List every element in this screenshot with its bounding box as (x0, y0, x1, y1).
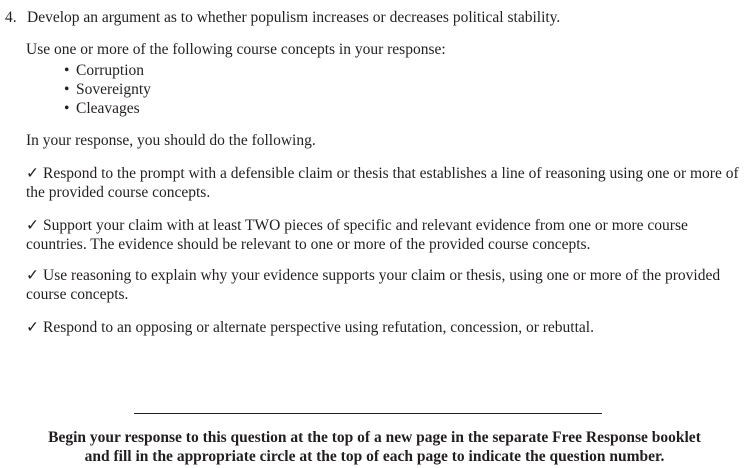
concept-label: Sovereignty (76, 81, 151, 98)
checkmark-icon: ✓ (26, 217, 39, 234)
concepts-instruction: Use one or more of the following course concepts in your response: (26, 41, 446, 58)
response-instructions-footer (0, 428, 749, 466)
checkmark-icon: ✓ (26, 319, 39, 336)
task-text: Support your claim with at least TWO pieces of specific and relevant evidence from one or more course countries. The evidence should be relevant to one or more of the provided course concepts. (26, 217, 688, 253)
footer-line-1: Begin your response to this question at the top of a new page in the separate Free Response booklet (48, 429, 701, 446)
task-item (26, 318, 748, 337)
concept-item (64, 80, 151, 99)
checkmark-icon: ✓ (26, 267, 39, 284)
task-text: Use reasoning to explain why your evidence supports your claim or thesis, using one or more of the provided course concepts. (26, 267, 721, 303)
footer-line-2: and fill in the appropriate circle at the top of each page to indicate the question number. (84, 448, 665, 465)
task-text: Respond to an opposing or alternate perspective using refutation, concession, or rebuttal. (43, 319, 594, 336)
bullet-icon: • (64, 81, 70, 98)
concept-item (64, 99, 151, 118)
concept-label: Corruption (76, 62, 145, 79)
task-item (26, 266, 748, 304)
divider-rule (134, 413, 602, 414)
concept-list (64, 61, 151, 118)
task-item (26, 164, 748, 202)
concept-item (64, 61, 151, 80)
question-prompt: Develop an argument as to whether populism increases or decreases political stability. (27, 9, 561, 26)
lead-in-text: In your response, you should do the following. (26, 132, 316, 149)
checkmark-icon: ✓ (26, 165, 39, 182)
bullet-icon: • (64, 62, 70, 79)
question-number: 4. (5, 9, 17, 26)
question-prompt-line (5, 9, 560, 27)
task-text: Respond to the prompt with a defensible claim or thesis that establishes a line of reasoning using one or more of the provided course concepts. (26, 165, 739, 201)
task-item (26, 216, 748, 254)
concept-label: Cleavages (76, 100, 140, 117)
bullet-icon: • (64, 100, 70, 117)
